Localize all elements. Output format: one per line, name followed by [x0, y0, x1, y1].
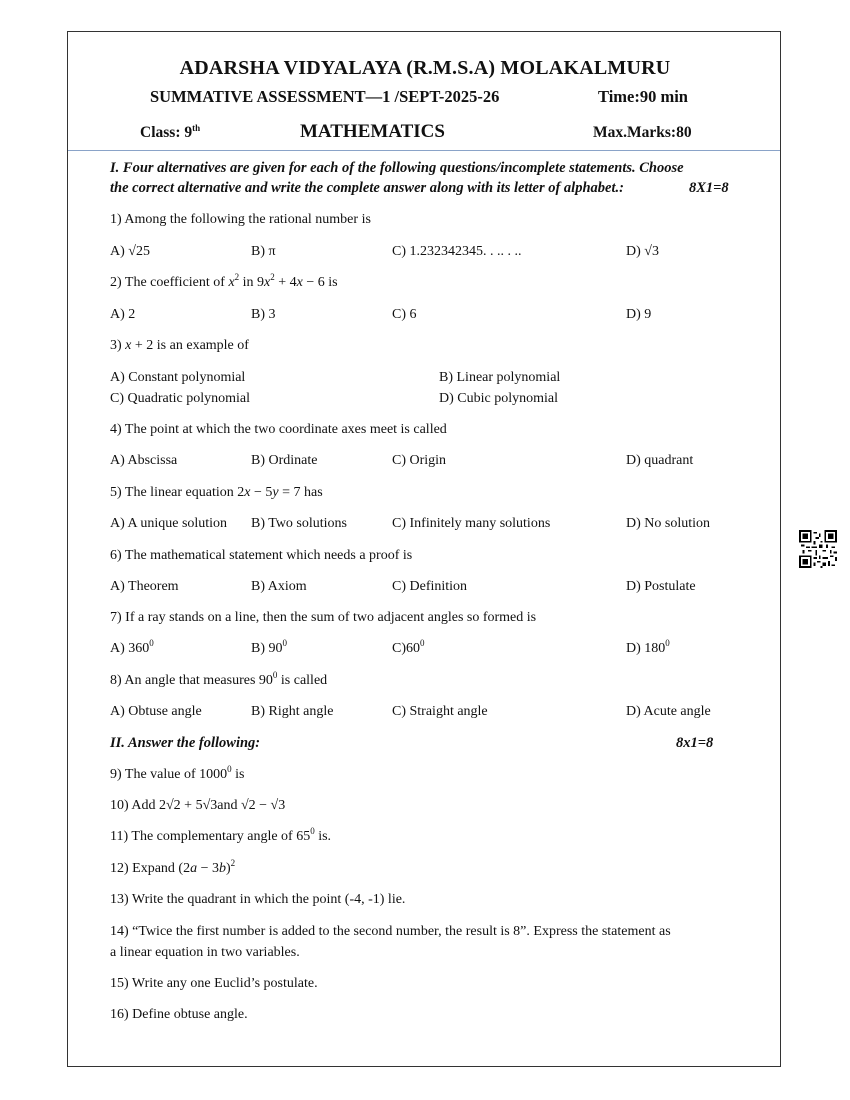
q4-option-c: C) Origin — [392, 453, 447, 468]
q7-option-d: D) $180^0$ — [626, 638, 670, 656]
subject-title: MATHEMATICS — [300, 121, 445, 142]
question-16: 16) Define obtuse angle. — [110, 1007, 248, 1022]
section1-instruction-line1: I. Four alternatives are given for each of the following questions/incomplete statements. Choose — [110, 160, 684, 176]
question-12: 12) Expand $(2a - 3b)^2$ — [110, 858, 236, 876]
q1-option-a: A) √25 — [110, 244, 150, 259]
header-divider — [68, 150, 780, 151]
q3-option-a: A) Constant polynomial — [110, 370, 246, 385]
q6-option-a: A) Theorem — [110, 579, 179, 594]
section2-title: II. Answer the following: — [110, 735, 261, 751]
question-13: 13) Write the quadrant in which the point (-4, -1) lie. — [110, 892, 406, 907]
q8-option-c: C) Straight angle — [392, 704, 488, 719]
q8-option-a: A) Obtuse angle — [110, 704, 202, 719]
q6-option-d: D) Postulate — [626, 579, 696, 594]
question-1: 1) Among the following the rational number is — [110, 212, 371, 227]
question-11: 11) The complementary angle of $65^0$ is. — [110, 826, 332, 844]
question-10: 10) Add 2√2 + 5√3and √2 − √3 — [110, 798, 286, 813]
question-3: 3) x + 2 is an example of — [110, 338, 249, 353]
q7-option-c: $C)60^0$ — [392, 638, 425, 656]
school-name: ADARSHA VIDYALAYA (R.M.S.A) MOLAKALMURU — [179, 57, 671, 79]
q4-option-b: B) Ordinate — [251, 453, 318, 468]
q3-option-c: C) Quadratic polynomial — [110, 391, 250, 406]
q5-option-b: B) Two solutions — [251, 516, 347, 531]
q1-option-d: D) √3 — [626, 244, 659, 259]
q2-option-a: A) 2 — [110, 307, 136, 322]
exam-title: SUMMATIVE ASSESSMENT—1 /SEPT-2025-26 — [150, 87, 500, 106]
question-6: 6) The mathematical statement which needs a proof is — [110, 548, 413, 563]
section2-marks: 8x1=8 — [676, 735, 714, 751]
q7-option-a: A) $360^0$ — [110, 638, 154, 656]
q5-option-d: D) No solution — [626, 516, 710, 531]
question-14-line1: 14) “Twice the first number is added to the second number, the result is 8”. Express the statement as — [110, 924, 671, 939]
q7-option-b: B) $90^0$ — [251, 638, 287, 656]
exam-time: Time:90 min — [598, 87, 688, 106]
q2-option-d: D) 9 — [626, 307, 652, 322]
section1-marks: 8X1=8 — [689, 180, 729, 196]
q1-option-c: C) 1.232342345. . .. . .. — [392, 244, 522, 259]
class-label: Class: 9th — [140, 123, 201, 141]
q8-option-b: B) Right angle — [251, 704, 334, 719]
question-15: 15) Write any one Euclid’s postulate. — [110, 976, 318, 991]
question-4: 4) The point at which the two coordinate axes meet is called — [110, 422, 447, 437]
question-8: 8) An angle that measures $90^0$ is called — [110, 670, 328, 688]
q1-option-b: B) π — [251, 244, 276, 259]
q2-option-b: B) 3 — [251, 307, 276, 322]
question-2: 2) The coefficient of $x^2$ in $9x^2 + 4x - 6$ is — [110, 272, 338, 290]
question-7: 7) If a ray stands on a line, then the sum of two adjacent angles so formed is — [110, 610, 537, 625]
q6-option-c: C) Definition — [392, 579, 468, 594]
question-9: 9) The value of 1000$^0$ is — [110, 764, 245, 782]
q4-option-a: A) Abscissa — [110, 453, 178, 468]
q4-option-d: D) quadrant — [626, 453, 694, 468]
q3-option-d: D) Cubic polynomial — [439, 391, 558, 406]
qr-code-icon — [799, 530, 837, 568]
q3-option-b: B) Linear polynomial — [439, 370, 561, 385]
q2-option-c: C) 6 — [392, 307, 417, 322]
q8-option-d: D) Acute angle — [626, 704, 711, 719]
section1-instruction-line2: the correct alternative and write the complete answer along with its letter of alphabet.: — [110, 180, 624, 196]
max-marks: Max.Marks:80 — [593, 124, 692, 141]
q6-option-b: B) Axiom — [251, 579, 307, 594]
q5-option-c: C) Infinitely many solutions — [392, 516, 551, 531]
question-14-line2: a linear equation in two variables. — [110, 945, 300, 960]
q5-option-a: A) A unique solution — [110, 516, 228, 531]
question-5: 5) The linear equation 2x − 5y = 7 has — [110, 485, 323, 500]
